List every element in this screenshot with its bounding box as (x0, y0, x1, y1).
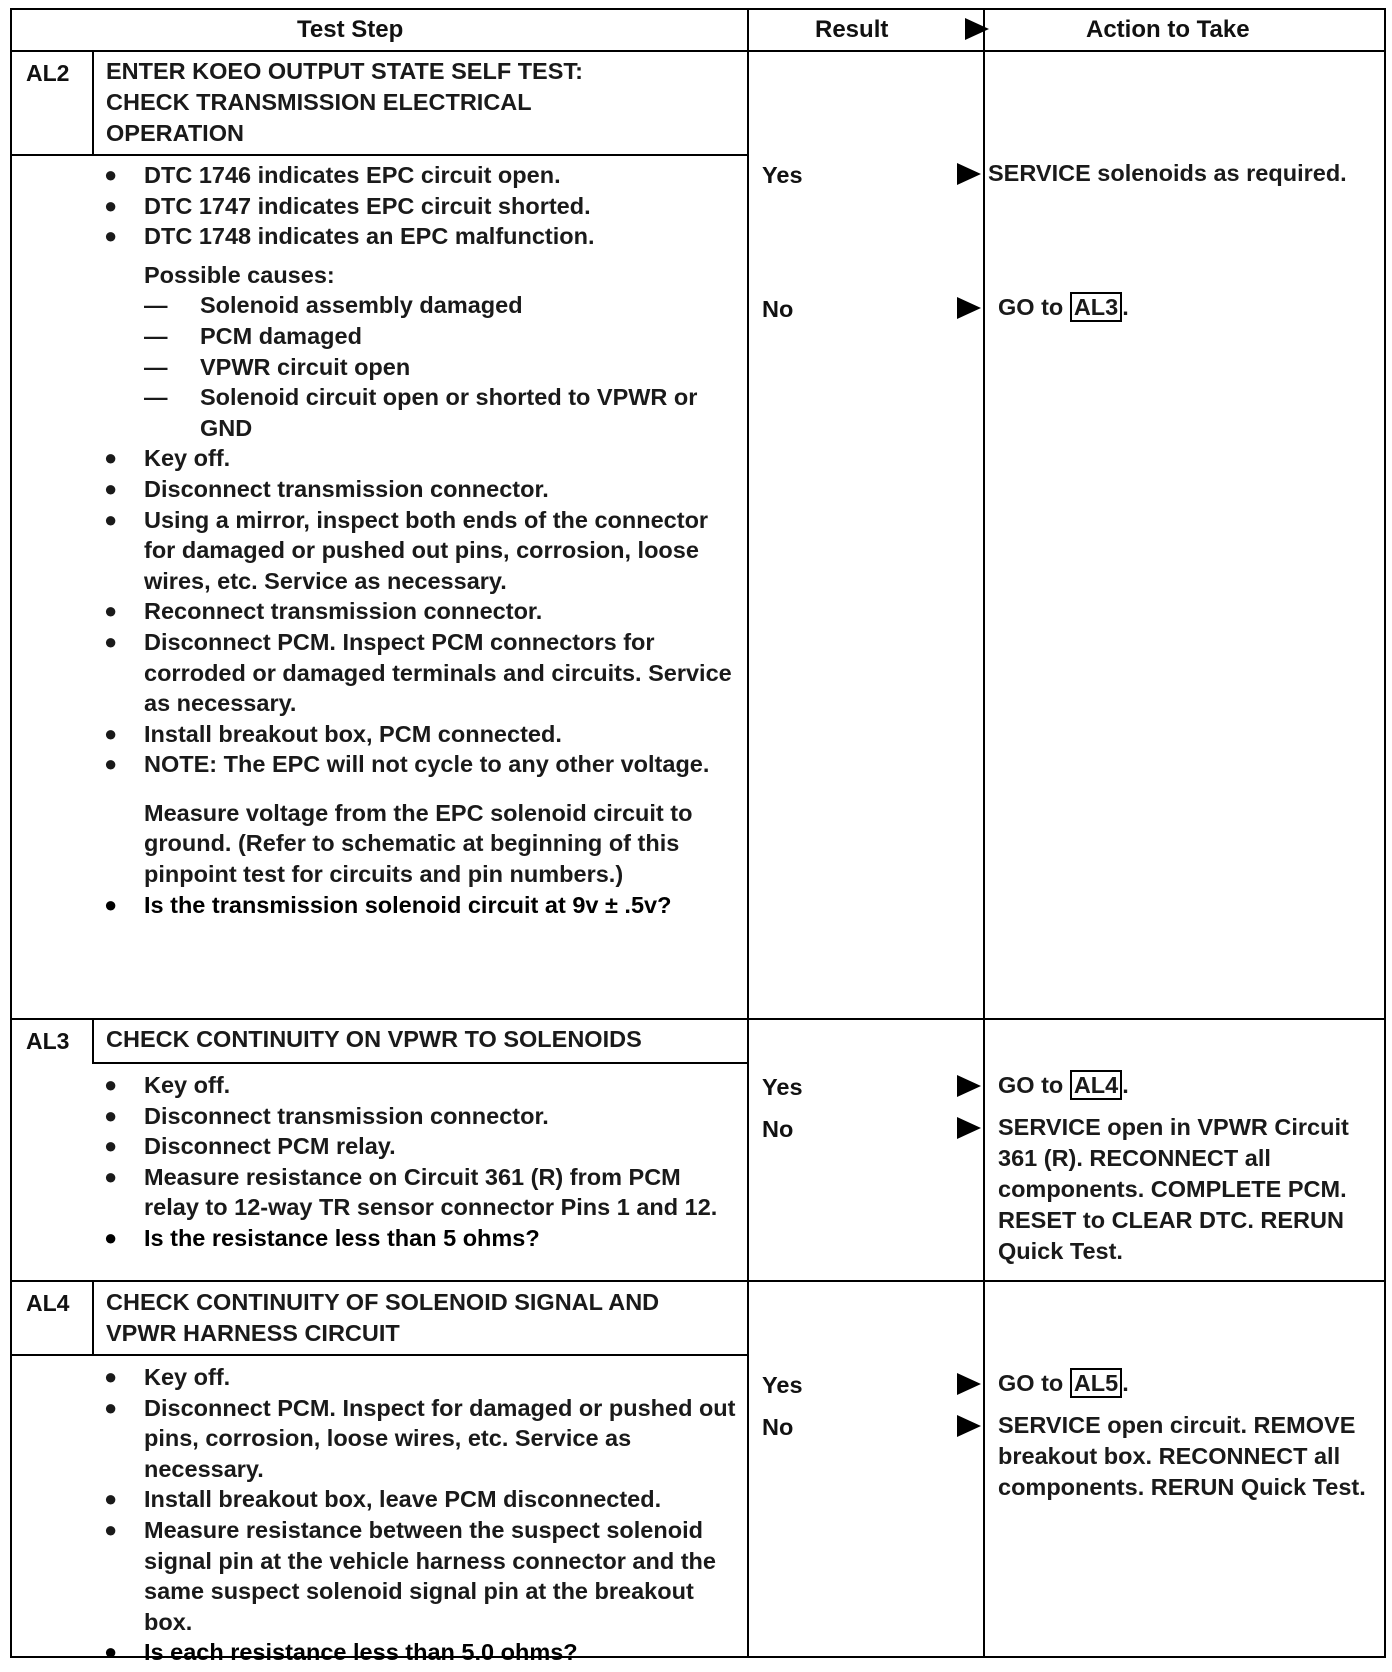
list-item: ● Disconnect transmission connector. (98, 1101, 738, 1132)
list-item: ● DTC 1747 indicates EPC circuit shorted. (98, 191, 738, 222)
header-test-step: Test Step (297, 16, 404, 43)
bullet-icon: ● (104, 1364, 118, 1389)
list-item: Possible causes: (144, 261, 335, 288)
result-no: No (762, 1116, 794, 1142)
step-ref-al5[interactable]: AL5 (1070, 1368, 1122, 1398)
action-goto-al3: GO to AL3 . (998, 294, 1129, 320)
list-item: Measure voltage from the EPC solenoid circuit to ground. (Refer to schematic at beginning of this pinpoint test for circuits and pin numbers.) (144, 799, 693, 888)
list-item: ● Measure resistance on Circuit 361 (R) from PCM relay to 12-way TR sensor connector Pins 1 and 12. (104, 1163, 718, 1221)
section-divider (12, 1018, 1386, 1020)
arrow-icon (957, 1117, 981, 1139)
list-item: ● NOTE: The EPC will not cycle to any other voltage. (98, 749, 738, 780)
action-service-vpwr: SERVICE open in VPWR Circuit 361 (R). RECONNECT all components. COMPLETE PCM. RESET to CLEAR DTC. RERUN Quick Test. (998, 1114, 1349, 1264)
bullet-icon: ● (104, 1072, 118, 1097)
step-title-al4: CHECK CONTINUITY OF SOLENOID SIGNAL AND VPWR HARNESS CIRCUIT (106, 1289, 660, 1346)
list-item: ● Measure resistance between the suspect solenoid signal pin at the vehicle harness connector and the same suspect solenoid signal pin at the breakout box. (104, 1516, 716, 1635)
result-no: No (762, 1414, 794, 1440)
bullet-icon: ● (104, 1102, 118, 1128)
action-goto-al5: GO to AL5 . (998, 1370, 1129, 1396)
list-item: — Solenoid circuit open or shorted to VPWR or GND (144, 384, 698, 441)
list-item: ● Key off. (98, 443, 738, 474)
step-title-al3: CHECK CONTINUITY ON VPWR TO SOLENOIDS (106, 1026, 642, 1052)
question: ● Is each resistance less than 5.0 ohms? (98, 1637, 738, 1668)
bullet-icon: ● (104, 475, 118, 501)
al3-procedure (98, 1070, 738, 1254)
arrow-icon (957, 297, 981, 319)
list-item: — PCM damaged (144, 322, 362, 349)
bullet-icon: ● (104, 162, 118, 187)
bullet-icon: ● (104, 223, 118, 249)
title-rule (92, 1062, 747, 1064)
bullet-icon: ● (104, 751, 118, 777)
column-divider-action (983, 10, 985, 1656)
title-rule (12, 154, 747, 156)
step-ref-al3[interactable]: AL3 (1070, 292, 1122, 322)
bullet-icon: ● (104, 1486, 118, 1512)
action-goto-al4: GO to AL4 . (998, 1072, 1129, 1098)
step-id-al2: AL2 (26, 60, 70, 86)
list-item: ● Disconnect PCM relay. (98, 1131, 738, 1162)
id-divider (92, 50, 94, 154)
arrow-icon (957, 1373, 981, 1395)
id-divider (92, 1282, 94, 1354)
step-ref-al4[interactable]: AL4 (1070, 1070, 1122, 1100)
list-item: ● Using a mirror, inspect both ends of the connector for damaged or pushed out pins, corrosion, loose wires, etc. Service as necessary. (104, 506, 709, 594)
bullet-icon: ● (104, 1224, 118, 1250)
bullet-icon: ● (104, 1639, 118, 1665)
list-item: ● Disconnect transmission connector. (98, 474, 738, 505)
result-yes: Yes (762, 1074, 803, 1100)
list-item: ● Key off. (98, 1362, 738, 1393)
title-rule (12, 1354, 747, 1356)
section-divider (12, 1280, 1386, 1282)
action-service-solenoids: SERVICE solenoids as required. (988, 160, 1347, 186)
list-item: ● DTC 1746 indicates EPC circuit open. (98, 160, 738, 191)
list-item: ● Install breakout box, PCM connected. (98, 719, 738, 750)
bullet-icon: ● (104, 1394, 118, 1420)
list-item: — VPWR circuit open (144, 353, 411, 380)
list-item: ● Disconnect PCM. Inspect for damaged or pushed out pins, corrosion, loose wires, etc. Service as necessary. (104, 1394, 736, 1482)
column-divider-result (747, 10, 749, 1656)
list-item: ● Install breakout box, leave PCM disconnected. (98, 1484, 738, 1515)
step-title-al2 (106, 56, 736, 149)
step-id-al4: AL4 (26, 1290, 70, 1316)
result-no: No (762, 296, 794, 322)
list-item: — Solenoid assembly damaged (144, 292, 523, 319)
list-item: ● Key off. (98, 1070, 738, 1101)
bullet-icon: ● (104, 628, 118, 654)
al4-procedure (98, 1362, 738, 1668)
list-item: ● Reconnect transmission connector. (98, 596, 738, 627)
header-action: Action to Take (1086, 16, 1250, 43)
table-header (12, 10, 1384, 52)
result-yes: Yes (762, 1372, 803, 1398)
title-line: OPERATION (106, 120, 244, 146)
header-arrow-icon (965, 18, 989, 40)
header-result: Result (815, 16, 889, 43)
title-line: CHECK TRANSMISSION ELECTRICAL (106, 89, 532, 115)
bullet-icon: ● (104, 1133, 118, 1159)
bullet-icon: ● (104, 445, 118, 471)
list-item: ● Disconnect PCM. Inspect PCM connectors for corroded or damaged terminals and circuits. Service as necessary. (104, 628, 732, 717)
bullet-icon: ● (104, 598, 118, 624)
bullet-icon: ● (104, 1163, 118, 1189)
arrow-icon (957, 1075, 981, 1097)
diagnostic-table (10, 8, 1386, 1666)
arrow-icon (957, 163, 981, 185)
al2-procedure (98, 160, 738, 920)
bullet-icon: ● (104, 891, 118, 917)
bullet-icon: ● (104, 720, 118, 746)
action-service-open-circuit: SERVICE open circuit. REMOVE breakout box. RECONNECT all components. RERUN Quick Test. (998, 1412, 1366, 1500)
id-divider (92, 1020, 94, 1062)
question: ● Is the transmission solenoid circuit at 9v ± .5v? (98, 890, 738, 921)
bullet-icon: ● (104, 1516, 118, 1542)
bullet-icon: ● (104, 506, 118, 532)
list-item: ● DTC 1748 indicates an EPC malfunction. (98, 221, 738, 252)
result-yes: Yes (762, 162, 803, 188)
bullet-icon: ● (104, 192, 118, 218)
step-id-al3: AL3 (26, 1028, 70, 1054)
arrow-icon (957, 1415, 981, 1437)
question: ● Is the resistance less than 5 ohms? (98, 1223, 738, 1254)
title-line: ENTER KOEO OUTPUT STATE SELF TEST: (106, 58, 583, 84)
